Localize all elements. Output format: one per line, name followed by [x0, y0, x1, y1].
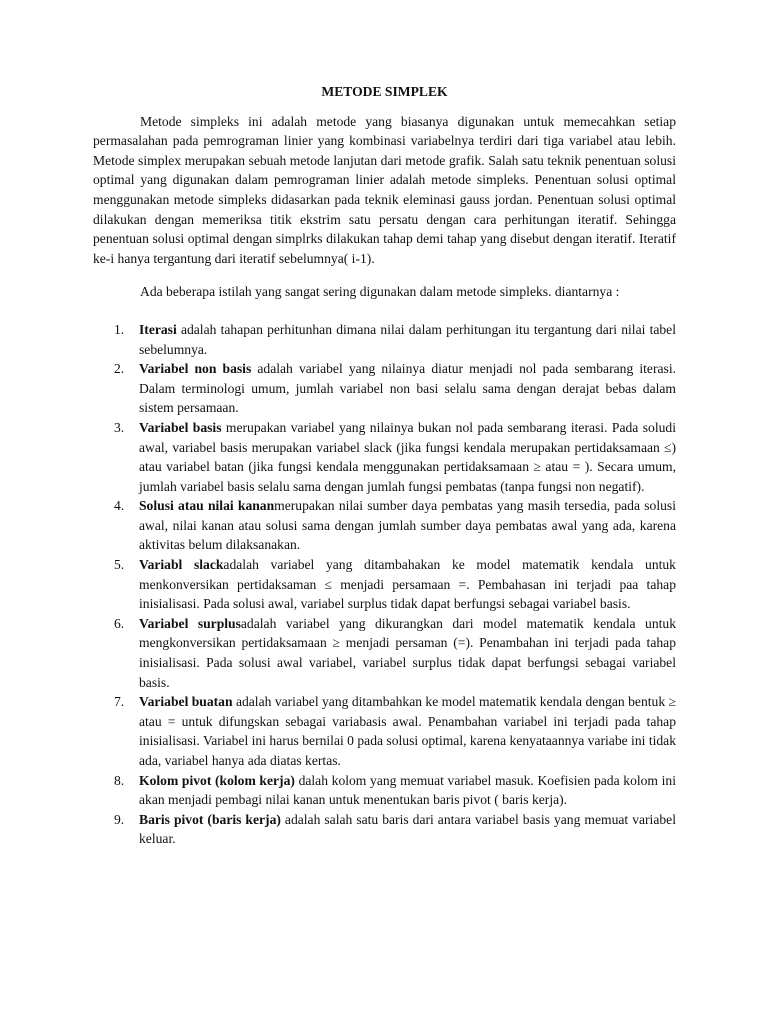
- list-item-text: merupakan nilai sumber daya pembatas yang masih tersedia, pada solusi awal, nilai kanan atau solusi sama dengan jumlah sumber daya pembatas awal yang ada, karena aktivitas belum dilaksanakan.: [139, 498, 676, 553]
- list-item-text: adalah variabel yang ditambahakan ke model matematik kendala untuk menkonversikan pertidaksaman ≤ menjadi persamaan =. Pembahasan ini terjadi paa tahap inisialisasi. Pada solusi awal, variabel surplus tidak dapat berfungsi sebagai variabel basis.: [139, 557, 676, 612]
- list-item: [93, 810, 676, 849]
- intro-paragraph: Metode simpleks ini adalah metode yang biasanya digunakan untuk memecahkan setiap permasalahan pada pemrograman linier yang kombinasi variabelnya terdiri dari tiga variabel atau lebih. Metode simplex merupakan sebuah metode lanjutan dari metode grafik. Salah satu teknik penentuan solusi optimal yang digunakan dalam pemrograman linier adalah metode simpleks. Penentuan solusi optimal menggunakan metode simpleks didasarkan pada teknik eleminasi gauss jordan. Penentuan solusi optimal dilakukan dengan memeriksa titik ekstrim satu persatu dengan cara perhitungan iteratif. Sehingga penentuan solusi optimal dengan simplrks dilakukan tahap demi tahap yang disebut dengan iteratif. Iteratif ke-i hanya tergantung dari iteratif sebelumnya( i-1).: [93, 113, 676, 266]
- list-item-text: adalah variabel yang nilainya diatur menjadi nol pada sembarang iterasi. Dalam terminologi umum, jumlah variabel non basi selalu sama dengan derajat bebas dalam sistem persamaan.: [139, 361, 676, 416]
- list-item: [93, 555, 676, 614]
- document-title: METODE SIMPLEK: [321, 84, 448, 99]
- list-item: [93, 692, 676, 770]
- list-item: [93, 320, 676, 359]
- list-item-text: adalah variabel yang dikurangkan dari model matematik kendala untuk mengkonversikan pertidaksamaan ≥ menjadi persaman (=). Penambahan ini terjadi pada tahap inisialisasi. Pada solusi awal variabel, variabel surplus tidak dapat berfungsi sebagai variabel basis.: [139, 615, 676, 690]
- terms-intro-paragraph: Ada beberapa istilah yang sangat sering digunakan dalam metode simpleks. diantarnya :: [140, 284, 620, 300]
- list-item-text: dalah kolom yang memuat variabel masuk. Koefisien pada kolom ini akan menjadi pembagi nilai kanan untuk menentukan baris pivot ( baris kerja).: [139, 772, 677, 808]
- list-item-number: 7.: [114, 694, 125, 710]
- list-item-number: 4.: [114, 498, 125, 514]
- list-item-text: adalah tahapan perhitunhan dimana nilai dalam perhitungan itu tergantung dari nilai tabel sebelumnya.: [139, 321, 676, 357]
- list-item-number: 3.: [114, 419, 125, 435]
- list-item-number: 1.: [114, 321, 125, 337]
- list-item-number: 6.: [114, 615, 125, 631]
- list-item-number: 9.: [114, 811, 125, 827]
- list-item: [93, 496, 676, 555]
- list-item-term: Baris pivot (baris kerja): [139, 811, 281, 827]
- list-item-number: 5.: [114, 557, 125, 573]
- list-item: [93, 418, 676, 496]
- list-item-text: merupakan variabel yang nilainya bukan nol pada sembarang iterasi. Pada soludi awal, variabel basis merupakan variabel slack (jika fungsi kendala merupakan pertidaksamaan ≤) atau variabel batan (jika fungsi kendala menggunakan pertidaksamaan ≥ atau = ). Secara umum, jumlah variabel basis selalu sama dengan jumlah fungsi pembatas (tanpa fungsi non negatif).: [139, 419, 676, 494]
- list-item-term: Variabel buatan: [139, 694, 233, 710]
- list-item-term: Variabel non basis: [139, 361, 252, 377]
- list-item: [93, 771, 676, 810]
- list-item-term: Kolom pivot (kolom kerja): [139, 772, 295, 788]
- list-item-term: Variabl slack: [139, 557, 224, 573]
- list-item-text: adalah variabel yang ditambahkan ke model matematik kendala dengan bentuk ≥ atau = untuk difungskan sebagai variabasis awal. Penambahan variabel ini terjadi pada tahap inisialisasi. Variabel ini harus bernilai 0 pada solusi optimal, karena kenyataannya variabe ini tidak ada, variabel hanya ada diatas kertas.: [139, 694, 676, 768]
- list-item-term: Iterasi: [139, 321, 177, 337]
- list-item-number: 8.: [114, 772, 125, 788]
- list-item: [93, 359, 676, 418]
- list-item: [93, 614, 676, 692]
- list-item-term: Variabel basis: [139, 419, 222, 435]
- list-item-number: 2.: [114, 361, 125, 377]
- list-item-term: Variabel surplus: [139, 615, 241, 631]
- list-item-text: adalah salah satu baris dari antara variabel basis yang memuat variabel keluar.: [139, 811, 676, 847]
- list-item-term: Solusi atau nilai kanan: [139, 498, 275, 514]
- terms-list: [93, 320, 676, 849]
